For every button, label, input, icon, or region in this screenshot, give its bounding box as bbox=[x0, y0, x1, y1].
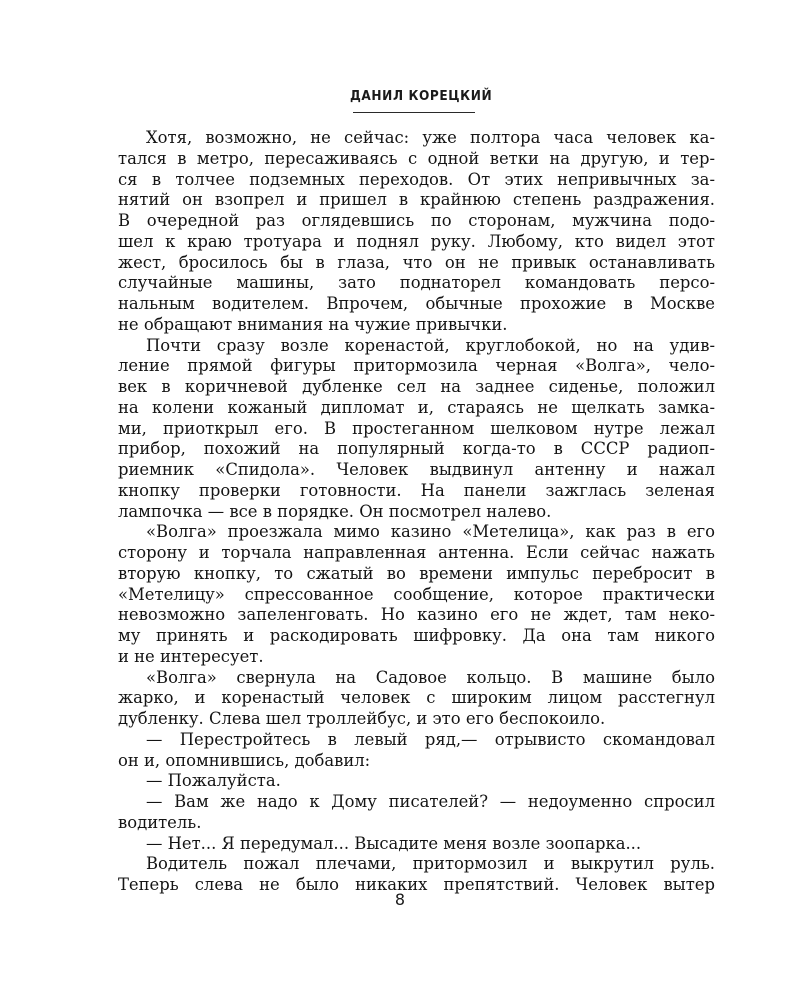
text-line: шел к краю тротуара и поднял руку. Любому, кто видел этот bbox=[118, 231, 715, 251]
running-head-rule bbox=[353, 112, 475, 113]
text-line: ся в толчее подземных переходов. От этих непривычных за- bbox=[118, 169, 715, 189]
text-line: «Метелицу» спрессованное сообщение, которое практически bbox=[118, 584, 715, 604]
text-line: дубленку. Слева шел троллейбус, и это его беспокоило. bbox=[118, 709, 606, 728]
text-line: он и, опомнившись, добавил: bbox=[118, 750, 371, 770]
text-line: Хотя, возможно, не сейчас: уже полтора часа человек ка- bbox=[146, 128, 715, 147]
text-line: и не интересует. bbox=[118, 646, 264, 666]
text-line: век в коричневой дубленке сел на заднее сиденье, положил bbox=[118, 377, 715, 396]
text-line: В очередной раз оглядевшись по сторонам, мужчина подо- bbox=[118, 211, 715, 230]
text-line: Водитель пожал плечами, притормозил и выкрутил руль. bbox=[146, 854, 715, 874]
text-line: риемник «Спидола». Человек выдвинул антенну и нажал bbox=[118, 460, 715, 479]
text-line: — Вам же надо к Дому писателей? — недоуменно спросил bbox=[146, 792, 715, 811]
text-line: сторону и торчала направленная антенна. Если сейчас нажать bbox=[118, 543, 715, 562]
text-line: ми, приоткрыл его. В простеганном шелковом нутре лежал bbox=[118, 418, 715, 438]
text-line: тался в метро, пересаживаясь с одной ветки на другую, и тер- bbox=[118, 148, 715, 168]
text-line: жест, бросилось бы в глаза, что он не привык останавливать bbox=[118, 252, 715, 272]
text-line: невозможно запеленговать. Но казино его не ждет, там неко- bbox=[118, 605, 715, 625]
text-line: нальным водителем. Впрочем, обычные прохожие в Москве bbox=[118, 294, 715, 313]
text-line: кнопку проверки готовности. На панели зажглась зеленая bbox=[118, 480, 715, 500]
text-line: нятий он взопрел и пришел в крайнюю степень раздражения. bbox=[118, 190, 715, 210]
text-line: жарко, и коренастый человек с широким лицом расстегнул bbox=[118, 688, 715, 708]
running-head-author: ДАНИЛ КОРЕЦКИЙ bbox=[350, 88, 493, 104]
text-line: Теперь слева не было никаких препятствий. Человек вытер bbox=[118, 875, 715, 894]
text-line: лампочка — все в порядке. Он посмотрел налево. bbox=[118, 501, 552, 521]
text-line: «Волга» свернула на Садовое кольцо. В машине было bbox=[146, 667, 715, 687]
text-line: на колени кожаный дипломат и, стараясь не щелкать замка- bbox=[118, 397, 715, 417]
body-text bbox=[118, 128, 715, 896]
page-number: 8 bbox=[394, 890, 406, 909]
text-line: вторую кнопку, то сжатый во времени импульс перебросит в bbox=[118, 563, 715, 583]
text-line: ление прямой фигуры притормозила черная «Волга», чело- bbox=[118, 356, 715, 376]
text-line: — Перестройтесь в левый ряд,— отрывисто скомандовал bbox=[146, 729, 715, 749]
text-line: му принять и раскодировать шифровку. Да она там никого bbox=[118, 626, 715, 645]
text-line: — Нет... Я передумал... Высадите меня возле зоопарка... bbox=[146, 833, 642, 853]
text-line: — Пожалуйста. bbox=[146, 771, 281, 791]
text-line: случайные машины, зато поднаторел командовать персо- bbox=[118, 273, 715, 293]
text-line: «Волга» проезжала мимо казино «Метелица», как раз в его bbox=[146, 522, 715, 542]
text-line: не обращают внимания на чужие привычки. bbox=[118, 314, 508, 334]
text-line: Почти сразу возле коренастой, круглобокой, но на удив- bbox=[146, 335, 715, 355]
text-line: водитель. bbox=[118, 812, 202, 832]
text-line: прибор, похожий на популярный когда-то в СССР радиоп- bbox=[118, 439, 715, 459]
